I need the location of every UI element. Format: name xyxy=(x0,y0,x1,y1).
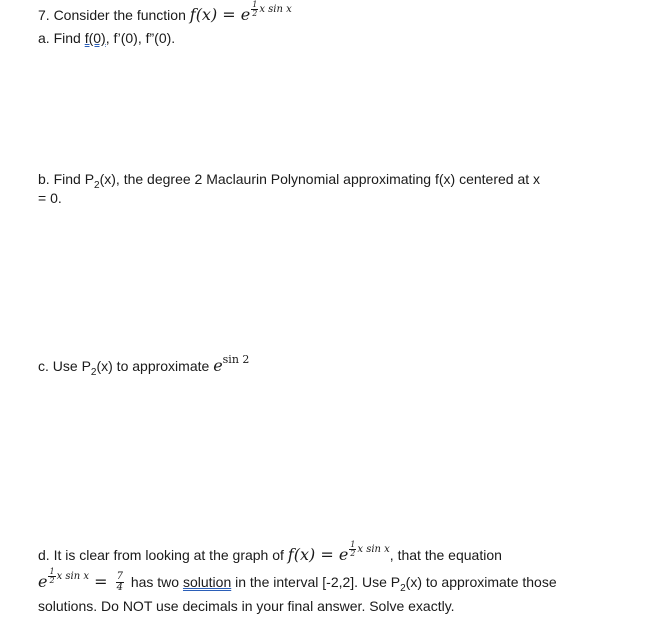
part-d-equation: e $^{\frac{1}{2} x sin x}$ = $\frac{7}{4}$ xyxy=(38,567,123,593)
part-d-solution-word: solution xyxy=(182,574,232,590)
question-7-heading xyxy=(38,0,292,26)
part-b-line-2: = 0. xyxy=(38,190,62,206)
q7-function-expression: f(x) = e $^{\frac{1}{2} x sin x}$ xyxy=(189,0,292,24)
part-c-expression: $e^{sin 2}$ xyxy=(213,353,250,375)
part-a: a. Find f(0), f’(0), f”(0). xyxy=(38,30,176,46)
part-d-line-3: solutions. Do NOT use decimals in your final answer. Solve exactly. xyxy=(38,598,455,614)
seven-fourths-fraction: $\frac{7}{4}$ xyxy=(116,571,123,593)
part-d-line-2: e $^{\frac{1}{2} x sin x}$ = $\frac{7}{4}$ has two solution in the interval [-2,2]. Use $P_2(x)$ to approximate those xyxy=(38,567,557,594)
part-a-f0: f(0) xyxy=(84,30,106,46)
part-d-function-expression: f(x) = e $^{\frac{1}{2} x sin x}$ xyxy=(287,540,390,564)
part-d-line-1: d. It is clear from looking at the graph of f(x) = e $^{\frac{1}{2} x sin x}$, that the equation xyxy=(38,540,502,564)
part-b-line-1: b. Find $P_2(x)$, the degree 2 Maclaurin Polynomial approximating f(x) centered at x xyxy=(38,171,541,191)
part-c: c. Use $P_2(x)$ to approximate $e^{sin 2}$ xyxy=(38,353,250,378)
q7-intro: 7. Consider the function xyxy=(38,7,190,23)
